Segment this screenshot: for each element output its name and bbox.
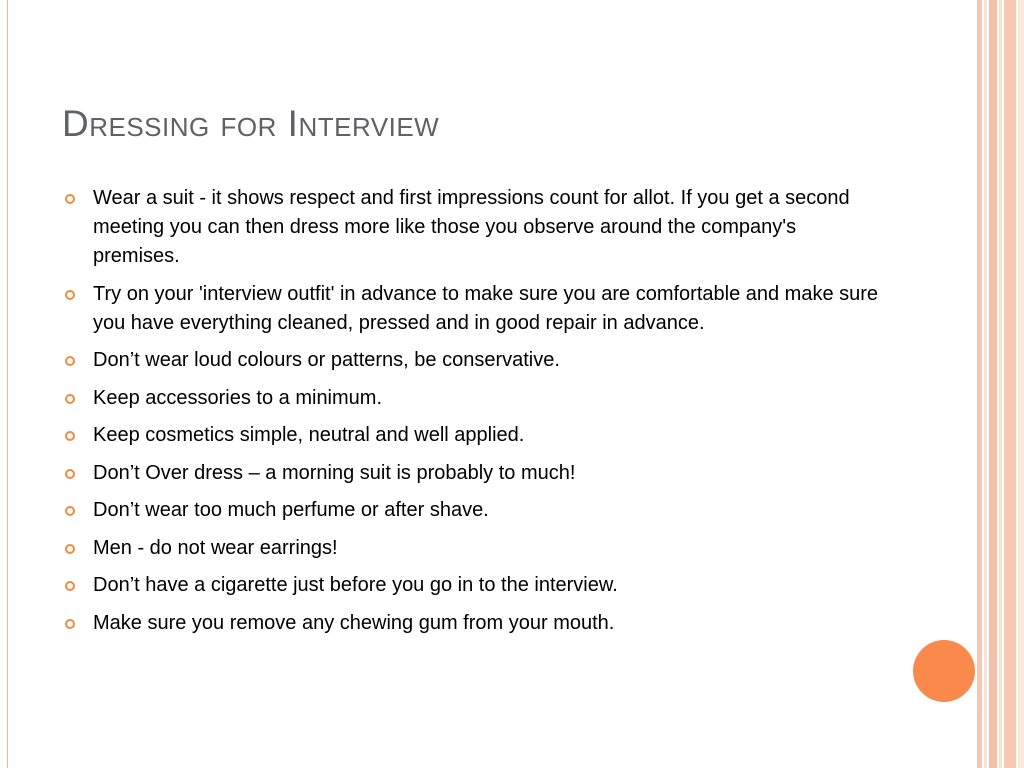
bullet-item: [64, 384, 884, 413]
decorative-stripe: [1004, 0, 1016, 768]
bullet-circle-icon: [65, 469, 75, 479]
bullet-circle-icon: [65, 431, 75, 441]
bullet-text: Don’t wear loud colours or patterns, be conservative.: [93, 349, 560, 371]
frame-border-left: [7, 0, 8, 768]
bullet-text: Wear a suit - it shows respect and first impressions count for allot. If you get a second meeting you can then dress more like those you observe around the company's premises.: [93, 187, 850, 267]
decorative-circle: [913, 640, 975, 702]
bullet-circle-icon: [65, 619, 75, 629]
decorative-stripe: [989, 0, 997, 768]
bullet-text: Don’t Over dress – a morning suit is probably to much!: [93, 461, 576, 484]
bullet-item: [64, 496, 884, 525]
bullet-item: [64, 459, 884, 488]
decorative-stripe: [984, 0, 987, 768]
bullet-item: [64, 346, 884, 375]
bullet-text: Make sure you remove any chewing gum from your mouth.: [93, 611, 615, 634]
bullet-text: Keep cosmetics simple, neutral and well applied.: [93, 424, 525, 446]
decorative-stripe: [999, 0, 1002, 768]
bullet-circle-icon: [65, 506, 75, 516]
bullet-item: [64, 184, 884, 271]
bullet-text: Don’t have a cigarette just before you go in to the interview.: [93, 574, 618, 596]
bullet-list: [64, 184, 884, 646]
bullet-item: [64, 534, 884, 563]
decorative-stripe: [977, 0, 982, 768]
bullet-item: [64, 609, 884, 638]
bullet-text: Don’t wear too much perfume or after shave.: [93, 499, 489, 521]
bullet-text: Men - do not wear earrings!: [93, 536, 338, 559]
bullet-circle-icon: [65, 544, 75, 554]
bullet-circle-icon: [65, 290, 75, 300]
bullet-circle-icon: [65, 194, 75, 204]
bullet-item: [64, 571, 884, 600]
bullet-circle-icon: [65, 581, 75, 591]
bullet-text: Keep accessories to a minimum.: [93, 386, 383, 409]
bullet-item: [64, 421, 884, 450]
bullet-circle-icon: [65, 394, 75, 404]
bullet-item: [64, 280, 884, 338]
decorative-stripe: [1018, 0, 1024, 768]
bullet-text: Try on your 'interview outfit' in advance to make sure you are comfortable and make sure you have everything cleaned, pressed and in good repair in advance.: [93, 282, 879, 334]
bullet-circle-icon: [65, 356, 75, 366]
slide-title: Dressing for Interview: [62, 103, 440, 144]
